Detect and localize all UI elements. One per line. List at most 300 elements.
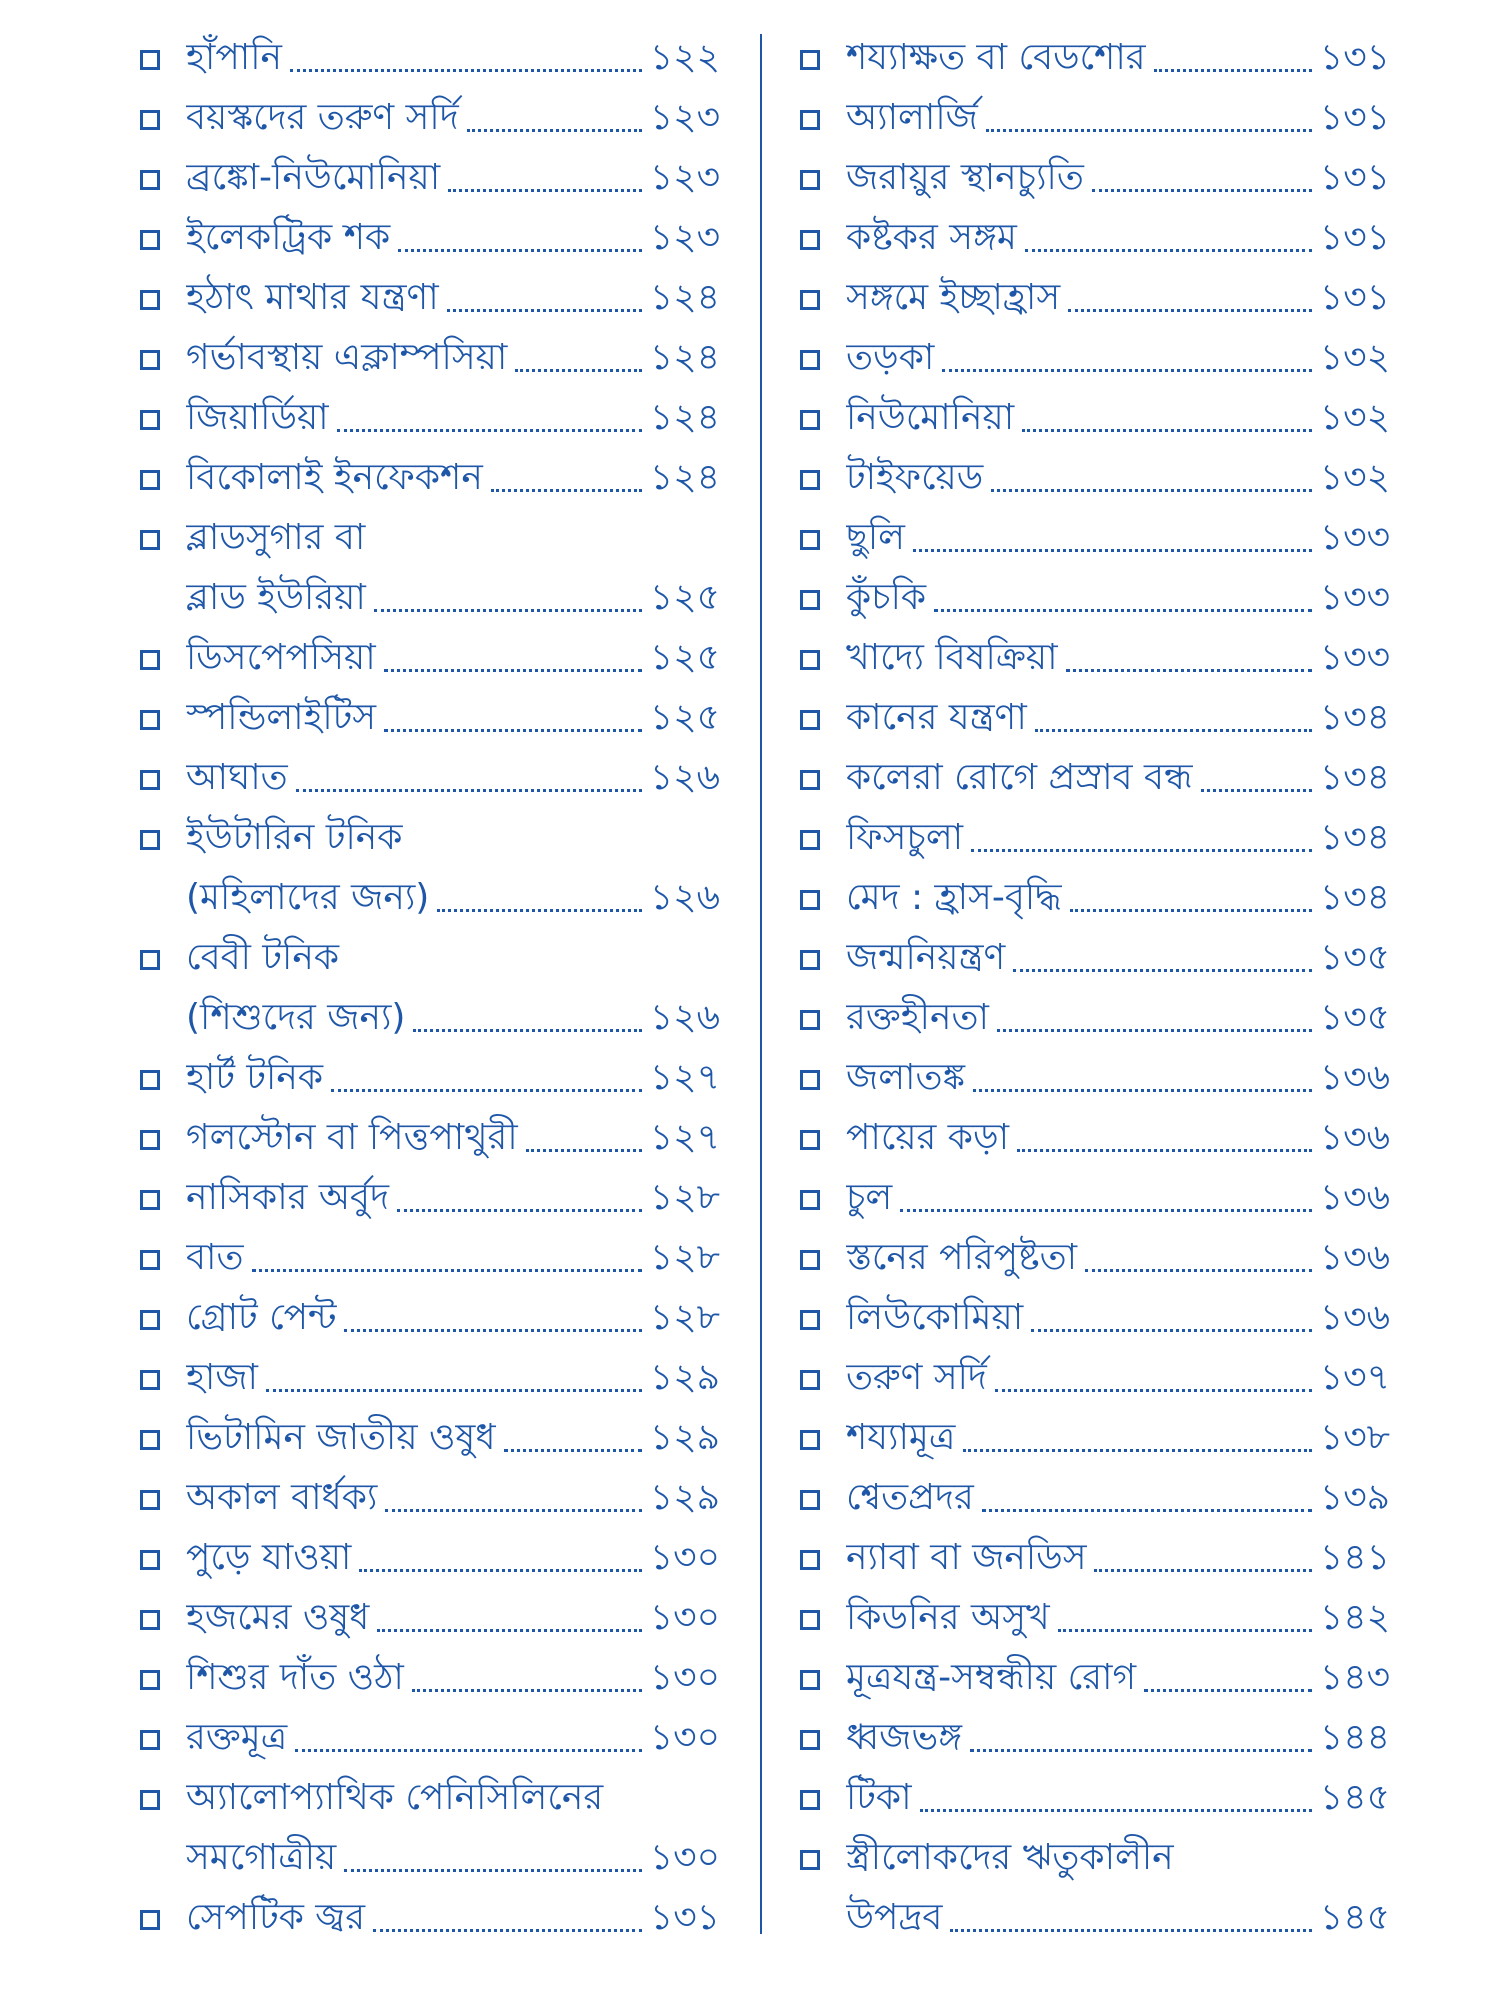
index-entry <box>800 988 1390 1048</box>
index-entry <box>140 268 720 328</box>
page-number: ১৩০ <box>649 1657 720 1698</box>
entry-title: ন্যাবা বা জনডিস <box>846 1537 1087 1578</box>
entry-title: কিডনির অসুখ <box>846 1597 1050 1638</box>
entry-title: নিউমোনিয়া <box>846 397 1015 438</box>
entry-title: স্পন্ডিলাইটিস <box>186 697 377 738</box>
dot-leader <box>515 369 642 372</box>
dot-leader <box>344 1329 641 1332</box>
entry-line <box>186 1174 720 1222</box>
entry-line <box>846 634 1390 682</box>
dot-leader <box>373 1929 642 1932</box>
page-number: ১৩৩ <box>1319 517 1390 558</box>
entry-title: হজমের ওষুধ <box>186 1597 370 1638</box>
entry-line <box>186 394 720 442</box>
index-entry <box>800 88 1390 148</box>
dot-leader <box>295 1749 642 1752</box>
entry-line <box>186 214 720 262</box>
index-entry <box>800 1108 1390 1168</box>
page-number: ১২৫ <box>649 637 720 678</box>
page-number: ১২৪ <box>649 277 720 318</box>
page-number: ১২৯ <box>649 1357 720 1398</box>
page-number: ১৩১ <box>649 1897 720 1938</box>
entry-title-line <box>846 1894 1390 1942</box>
checkbox-icon <box>800 170 820 190</box>
page-number: ১৩০ <box>649 1537 720 1578</box>
entry-title: অ্যালার্জি <box>846 97 978 138</box>
entry-title: জন্মনিয়ন্ত্রণ <box>846 937 1006 978</box>
checkbox-icon <box>800 1010 820 1030</box>
dot-leader <box>344 1869 642 1872</box>
checkbox-icon <box>140 650 160 670</box>
dot-leader <box>447 309 642 312</box>
checkbox-icon <box>140 1370 160 1390</box>
entry-title: (মহিলাদের জন্য) <box>186 877 430 918</box>
index-entry <box>140 688 720 748</box>
checkbox-icon <box>140 1730 160 1750</box>
page-number: ১২২ <box>649 37 720 78</box>
dot-leader <box>900 1209 1312 1212</box>
entry-line <box>846 94 1390 142</box>
page-number: ১২৮ <box>649 1177 720 1218</box>
entry-line <box>186 1354 720 1402</box>
page-number: ১৩৩ <box>1319 637 1390 678</box>
dot-leader <box>973 1089 1312 1092</box>
checkbox-icon <box>140 50 160 70</box>
checkbox-icon <box>800 890 820 910</box>
dot-leader <box>934 609 1312 612</box>
entry-title: তড়কা <box>846 337 935 378</box>
dot-leader <box>384 729 642 732</box>
checkbox-icon <box>140 1610 160 1630</box>
page-number: ১৩৫ <box>1319 997 1390 1038</box>
index-entry <box>140 1048 720 1108</box>
dot-leader <box>331 1089 642 1092</box>
entry-line <box>186 94 720 142</box>
checkbox-icon <box>800 590 820 610</box>
entry-line <box>846 1594 1390 1642</box>
entry-line <box>846 394 1390 442</box>
page-number: ১৪৪ <box>1319 1717 1390 1758</box>
entry-line <box>186 634 720 682</box>
checkbox-icon <box>140 950 160 970</box>
entry-title: ব্রঙ্কো-নিউমোনিয়া <box>186 157 441 198</box>
index-entry <box>140 1528 720 1588</box>
index-entry <box>140 1588 720 1648</box>
index-entry <box>140 1288 720 1348</box>
dot-leader <box>296 789 642 792</box>
checkbox-icon <box>800 1610 820 1630</box>
page-number: ১৩৯ <box>1319 1477 1390 1518</box>
entry-title: কষ্টকর সঙ্গম <box>846 217 1017 258</box>
entry-title: হার্ট টনিক <box>186 1057 323 1098</box>
index-entry <box>140 148 720 208</box>
entry-line <box>846 1654 1390 1702</box>
checkbox-icon <box>800 230 820 250</box>
page-number: ১২৯ <box>649 1417 720 1458</box>
checkbox-icon <box>800 410 820 430</box>
entry-title: ডিসপেপসিয়া <box>186 637 376 678</box>
index-entry <box>800 208 1390 268</box>
entry-line <box>846 1534 1390 1582</box>
checkbox-icon <box>140 410 160 430</box>
checkbox-icon <box>800 1250 820 1270</box>
checkbox-icon <box>800 50 820 70</box>
checkbox-icon <box>800 530 820 550</box>
entry-title: উপদ্রব <box>846 1897 943 1938</box>
page-number: ১৩৫ <box>1319 937 1390 978</box>
dot-leader <box>1035 729 1312 732</box>
entry-line <box>186 1294 720 1342</box>
entry-title-line: অ্যালোপ্যাথিক পেনিসিলিনের <box>186 1777 604 1818</box>
entry-title: শিশুর দাঁত ওঠা <box>186 1657 404 1698</box>
entry-title: ধ্বজভঙ্গ <box>846 1717 963 1758</box>
dot-leader <box>963 1449 1312 1452</box>
page-number: ১৩৭ <box>1319 1357 1390 1398</box>
checkbox-icon <box>140 470 160 490</box>
entry-line <box>186 694 720 742</box>
checkbox-icon <box>800 1730 820 1750</box>
page-number: ১৩৬ <box>1319 1177 1390 1218</box>
page-number: ১৩৪ <box>1319 697 1390 738</box>
entry-title: হঠাৎ মাথার যন্ত্রণা <box>186 277 439 318</box>
entry-line <box>846 754 1390 802</box>
entry-line <box>846 694 1390 742</box>
index-entry <box>140 748 720 808</box>
index-entry <box>800 748 1390 808</box>
page-number: ১২৮ <box>649 1297 720 1338</box>
checkbox-icon <box>140 110 160 130</box>
entry-line <box>186 1114 720 1162</box>
dot-leader <box>997 1029 1312 1032</box>
index-entry <box>140 1168 720 1228</box>
entry-line <box>846 1054 1390 1102</box>
entry-line <box>846 514 1390 562</box>
entry-title: জিয়ার্ডিয়া <box>186 397 329 438</box>
checkbox-icon <box>800 770 820 790</box>
checkbox-icon <box>800 1130 820 1150</box>
entry-line <box>846 1354 1390 1402</box>
entry-line <box>186 1714 720 1762</box>
entry-title-line: ইউটারিন টনিক <box>186 817 403 858</box>
page-number: ১৩০ <box>649 1717 720 1758</box>
page-number: ১৩০ <box>649 1837 720 1878</box>
dot-leader <box>252 1269 642 1272</box>
entry-title: গর্ভাবস্থায় এক্লাম্পসিয়া <box>186 337 508 378</box>
entry-title: স্তনের পরিপুষ্টতা <box>846 1237 1078 1278</box>
dot-leader <box>1201 789 1312 792</box>
entry-title: সেপটিক জ্বর <box>186 1897 366 1938</box>
entry-title: ছুলি <box>846 517 905 558</box>
entry-title: বয়স্কদের তরুণ সর্দি <box>186 97 459 138</box>
index-entry <box>800 388 1390 448</box>
page-number: ১২৩ <box>649 157 720 198</box>
page-number: ১২৪ <box>649 457 720 498</box>
index-entry <box>140 28 720 88</box>
checkbox-icon <box>140 1070 160 1090</box>
page-number: ১২৪ <box>649 337 720 378</box>
dot-leader <box>1058 1629 1312 1632</box>
dot-leader <box>1144 1689 1312 1692</box>
page-number: ১৩১ <box>1319 97 1390 138</box>
dot-leader <box>1154 69 1312 72</box>
dot-leader <box>413 1029 641 1032</box>
entry-title: কানের যন্ত্রণা <box>846 697 1027 738</box>
page-number: ১২৭ <box>649 1117 720 1158</box>
page-number: ১৩৬ <box>1319 1237 1390 1278</box>
entry-title: ভিটামিন জাতীয় ওষুধ <box>186 1417 496 1458</box>
entry-line <box>846 574 1390 622</box>
checkbox-icon <box>800 350 820 370</box>
entry-title-line: ব্লাডসুগার বা <box>186 517 366 558</box>
dot-leader <box>1092 189 1312 192</box>
page-number: ১৪৩ <box>1319 1657 1390 1698</box>
index-entry <box>800 328 1390 388</box>
entry-title: (শিশুদের জন্য) <box>186 997 406 1038</box>
page-number: ১২৫ <box>649 577 720 618</box>
index-entry <box>800 1828 1390 1948</box>
index-entry <box>140 208 720 268</box>
entry-title: আঘাত <box>186 757 288 798</box>
index-entry <box>800 1288 1390 1348</box>
dot-leader <box>970 1749 1312 1752</box>
entry-line <box>186 334 720 382</box>
checkbox-icon <box>800 470 820 490</box>
page-number: ১৩৬ <box>1319 1297 1390 1338</box>
index-entry <box>140 1108 720 1168</box>
page-number: ১৪৫ <box>1319 1777 1390 1818</box>
index-column-left <box>140 28 720 1948</box>
dot-leader <box>971 849 1312 852</box>
entry-line <box>846 814 1390 862</box>
column-divider <box>760 34 762 1934</box>
page-number: ১৩১ <box>1319 37 1390 78</box>
index-entry <box>800 448 1390 508</box>
index-entry <box>800 268 1390 328</box>
checkbox-icon <box>140 170 160 190</box>
checkbox-icon <box>140 230 160 250</box>
dot-leader <box>913 549 1312 552</box>
checkbox-icon <box>140 530 160 550</box>
checkbox-icon <box>140 1490 160 1510</box>
checkbox-icon <box>140 1430 160 1450</box>
dot-leader <box>1022 429 1312 432</box>
entry-title: রক্তহীনতা <box>846 997 989 1038</box>
entry-title: গ্রোট পেন্ট <box>186 1297 337 1338</box>
entry-line <box>846 454 1390 502</box>
page-number: ১৩১ <box>1319 217 1390 258</box>
entry-title-line: বেবী টনিক <box>186 937 340 978</box>
entry-title: টাইফয়েড <box>846 457 984 498</box>
entry-line <box>186 454 720 502</box>
index-entry <box>140 388 720 448</box>
checkbox-icon <box>140 1910 160 1930</box>
page-number: ১৩৪ <box>1319 817 1390 858</box>
entry-title: রক্তমূত্র <box>186 1717 288 1758</box>
dot-leader <box>982 1509 1312 1512</box>
entry-line <box>186 1894 720 1942</box>
page-number: ১৩২ <box>1319 397 1390 438</box>
dot-leader <box>1068 309 1312 312</box>
entry-line <box>846 994 1390 1042</box>
entry-line <box>186 34 720 82</box>
page-number: ১৩৬ <box>1319 1057 1390 1098</box>
dot-leader <box>1066 669 1312 672</box>
entry-title: ফিসচুলা <box>846 817 964 858</box>
dot-leader <box>1025 249 1312 252</box>
dot-leader <box>290 69 642 72</box>
entry-title: বিকোলাই ইনফেকশন <box>186 457 483 498</box>
entry-title-line <box>186 1834 720 1882</box>
checkbox-icon <box>800 1850 820 1870</box>
checkbox-icon <box>140 1790 160 1810</box>
entry-title: জলাতঙ্ক <box>846 1057 966 1098</box>
dot-leader <box>398 249 642 252</box>
entry-line <box>846 334 1390 382</box>
index-entry <box>140 1228 720 1288</box>
dot-leader <box>448 189 642 192</box>
entry-title: লিউকোমিয়া <box>846 1297 1024 1338</box>
dot-leader <box>397 1209 642 1212</box>
entry-title-line <box>186 574 720 622</box>
dot-leader <box>437 909 641 912</box>
entry-title: সঙ্গমে ইচ্ছাহ্রাস <box>846 277 1061 318</box>
page-number: ১৪৫ <box>1319 1897 1390 1938</box>
dot-leader <box>1017 1149 1312 1152</box>
entry-line <box>186 154 720 202</box>
entry-line <box>846 1414 1390 1462</box>
checkbox-icon <box>140 1190 160 1210</box>
checkbox-icon <box>140 290 160 310</box>
checkbox-icon <box>800 1070 820 1090</box>
checkbox-icon <box>800 1190 820 1210</box>
index-entry <box>800 1648 1390 1708</box>
checkbox-icon <box>800 1550 820 1570</box>
entry-line <box>846 154 1390 202</box>
entry-title-line <box>186 994 720 1042</box>
index-entry <box>800 508 1390 568</box>
dot-leader <box>359 1569 641 1572</box>
entry-line <box>846 1474 1390 1522</box>
dot-leader <box>491 489 642 492</box>
entry-line <box>846 1234 1390 1282</box>
checkbox-icon <box>800 290 820 310</box>
index-entry <box>140 1768 720 1888</box>
index-entry <box>140 328 720 388</box>
entry-line <box>846 934 1390 982</box>
entry-title-line <box>186 874 720 922</box>
page-number: ১২৩ <box>649 217 720 258</box>
index-entry <box>140 1648 720 1708</box>
checkbox-icon <box>800 650 820 670</box>
entry-line <box>186 1474 720 1522</box>
entry-title-line: স্ত্রীলোকদের ঋতুকালীন <box>846 1837 1174 1878</box>
dot-leader <box>1094 1569 1311 1572</box>
entry-title: সমগোত্রীয় <box>186 1837 337 1878</box>
page-number: ১২৬ <box>649 757 720 798</box>
dot-leader <box>266 1389 642 1392</box>
index-entry <box>140 808 720 928</box>
entry-title: পায়ের কড়া <box>846 1117 1010 1158</box>
entry-title: পুড়ে যাওয়া <box>186 1537 352 1578</box>
page-number: ১৪২ <box>1319 1597 1390 1638</box>
page-number: ১২৮ <box>649 1237 720 1278</box>
index-entry <box>140 1408 720 1468</box>
entry-title: টিকা <box>846 1777 912 1818</box>
index-entry <box>140 1708 720 1768</box>
page-number: ১৩১ <box>1319 157 1390 198</box>
checkbox-icon <box>800 110 820 130</box>
checkbox-icon <box>140 710 160 730</box>
index-entry <box>140 1468 720 1528</box>
entry-title: গলস্টোন বা পিত্তপাথুরী <box>186 1117 518 1158</box>
index-entry <box>140 88 720 148</box>
index-entry <box>140 1888 720 1948</box>
checkbox-icon <box>140 1130 160 1150</box>
page-number: ১৩৪ <box>1319 757 1390 798</box>
dot-leader <box>1031 1329 1312 1332</box>
entry-line <box>846 214 1390 262</box>
index-entry <box>800 1468 1390 1528</box>
entry-title: শয্যাক্ষত বা বেডশোর <box>846 37 1146 78</box>
checkbox-icon <box>800 710 820 730</box>
entry-title: কুঁচকি <box>846 577 927 618</box>
index-entry <box>140 928 720 1048</box>
entry-title: হাঁপানি <box>186 37 283 78</box>
entry-line <box>846 1174 1390 1222</box>
index-entry <box>800 928 1390 988</box>
entry-title: কলেরা রোগে প্রস্রাব বন্ধ <box>846 757 1193 798</box>
checkbox-icon <box>800 830 820 850</box>
page-number: ১৩২ <box>1319 337 1390 378</box>
checkbox-icon <box>140 1250 160 1270</box>
index-entry <box>140 628 720 688</box>
entry-line <box>846 1714 1390 1762</box>
checkbox-icon <box>140 350 160 370</box>
page-number: ১৩২ <box>1319 457 1390 498</box>
page-number: ১৩১ <box>1319 277 1390 318</box>
page-number: ১৪১ <box>1319 1537 1390 1578</box>
checkbox-icon <box>800 950 820 970</box>
checkbox-icon <box>800 1490 820 1510</box>
dot-leader <box>995 1389 1312 1392</box>
index-entry <box>140 448 720 508</box>
entry-title: ইলেকট্রিক শক <box>186 217 391 258</box>
checkbox-icon <box>800 1370 820 1390</box>
checkbox-icon <box>140 1550 160 1570</box>
entry-title: শয্যামূত্র <box>846 1417 956 1458</box>
page-number: ১২৬ <box>649 997 720 1038</box>
dot-leader <box>384 669 642 672</box>
page-number: ১২৭ <box>649 1057 720 1098</box>
entry-title: তরুণ সর্দি <box>846 1357 987 1398</box>
index-entry <box>800 1588 1390 1648</box>
dot-leader <box>337 429 642 432</box>
checkbox-icon <box>140 770 160 790</box>
checkbox-icon <box>800 1310 820 1330</box>
dot-leader <box>385 1509 642 1512</box>
entry-line <box>846 274 1390 322</box>
entry-line <box>846 1774 1390 1822</box>
entry-title: অকাল বার্ধক্য <box>186 1477 378 1518</box>
entry-title: মূত্রযন্ত্র-সম্বন্ধীয় রোগ <box>846 1657 1137 1698</box>
index-entry <box>800 868 1390 928</box>
index-entry <box>800 688 1390 748</box>
page-number: ১৩০ <box>649 1597 720 1638</box>
dot-leader <box>920 1809 1312 1812</box>
index-entry <box>140 1348 720 1408</box>
index-entry <box>800 808 1390 868</box>
entry-line <box>846 1114 1390 1162</box>
